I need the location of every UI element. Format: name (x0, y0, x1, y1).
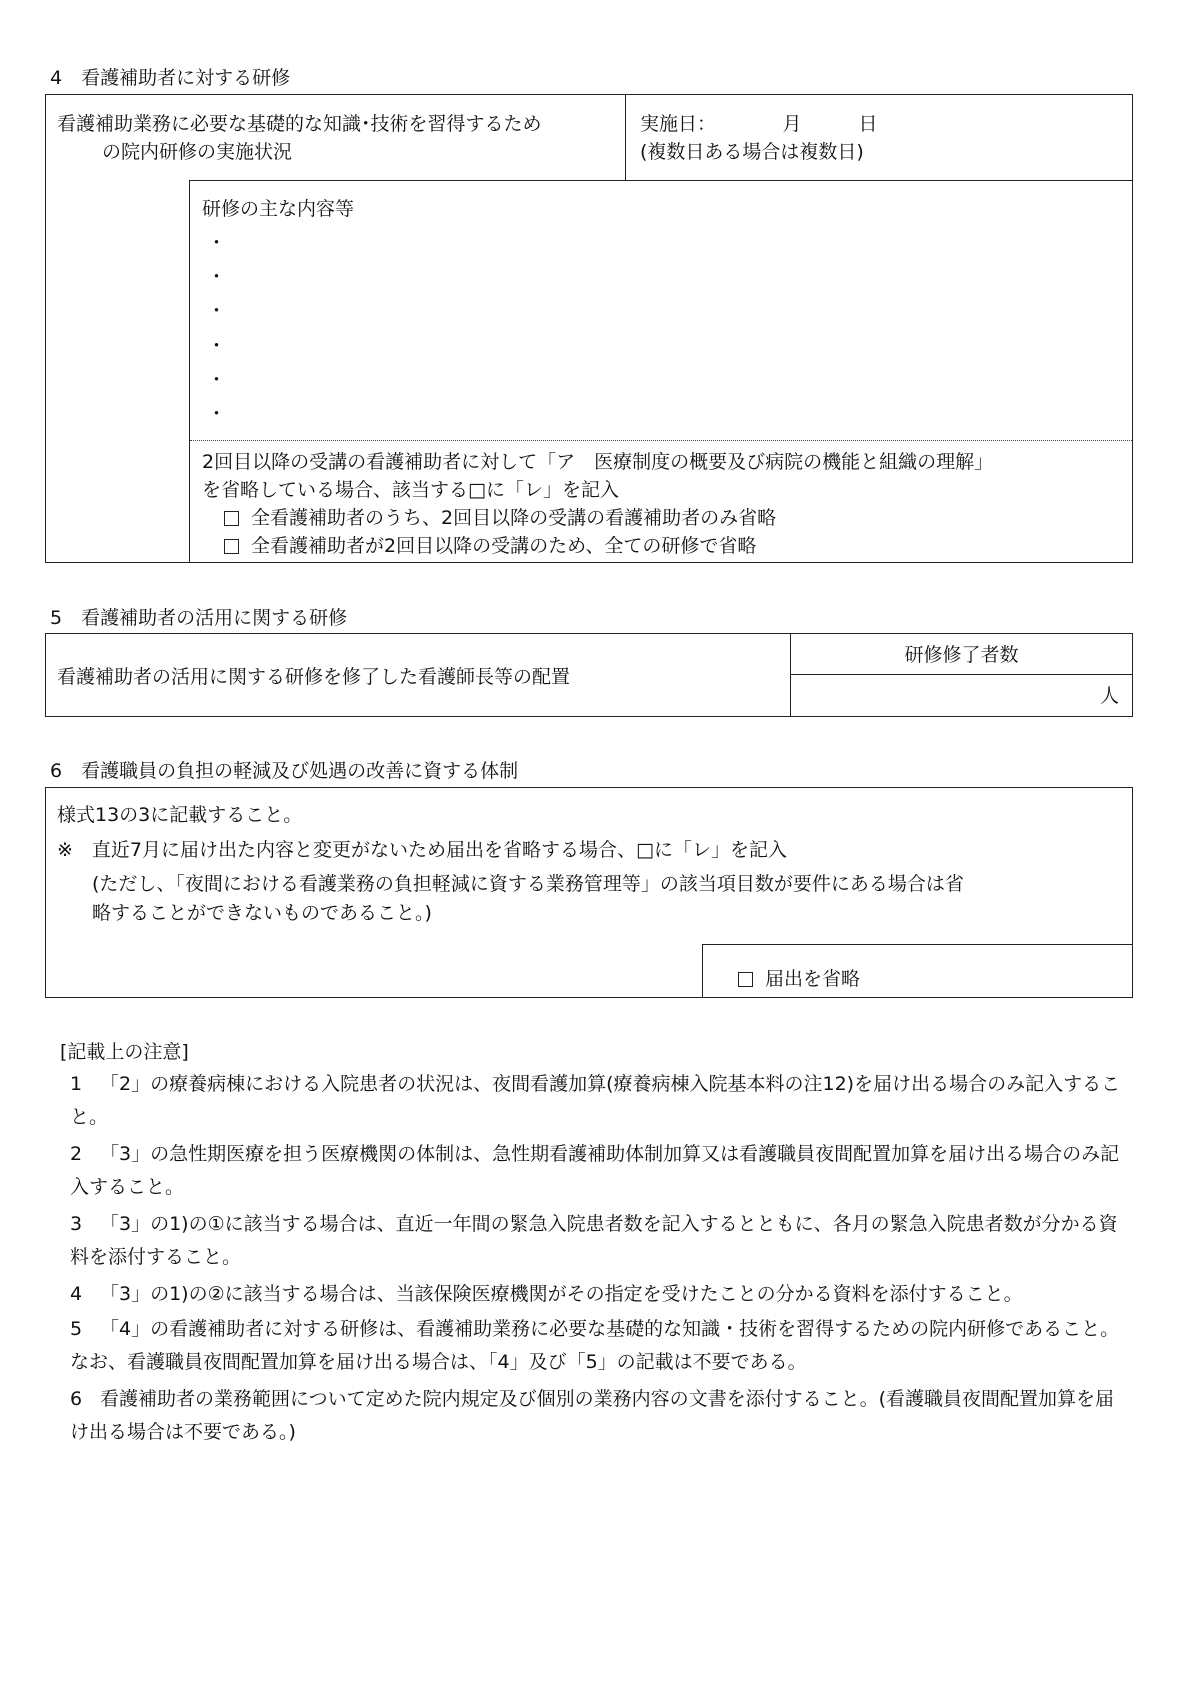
note-number: 5 (70, 1318, 83, 1340)
training-content-bullet[interactable]: ・ (207, 369, 227, 391)
section6-heading: 6 看護職員の負担の軽減及び処遇の改善に資する体制 (50, 760, 519, 782)
omission-caveat: (ただし、「夜間における看護業務の負担軽減に資する業務管理等」の該当項目数が要件にある場合は省 (92, 873, 964, 895)
note-item (70, 1383, 1130, 1449)
note-number: 2 (70, 1143, 83, 1165)
section4-heading: 4 看護補助者に対する研修 (50, 67, 291, 89)
note-item (70, 1068, 1130, 1134)
omit-submission-option[interactable] (738, 965, 860, 993)
section5-divider (790, 674, 1133, 675)
note-item (70, 1313, 1130, 1379)
omission-option-1-label: 全看護補助者のうち、2回目以降の受講の看護補助者のみ省略 (251, 507, 777, 529)
checkbox-icon[interactable] (224, 511, 239, 526)
note-text: 「4」の看護補助者に対する研修は、看護補助業務に必要な基礎的な知識・技術を習得するための院内研修であること。なお、看護職員夜間配置加算を届け出る場合は、「4」及び「5」の記載は不要である。 (70, 1318, 1120, 1373)
omission-note: ※ 直近7月に届け出た内容と変更がないため届出を省略する場合、□に「レ」を記入 (57, 839, 787, 861)
omission-option-1[interactable] (224, 504, 776, 532)
note-text: 「3」の1)の②に該当する場合は、当該保険医療機関がその指定を受けたことの分かる資料を添付すること。 (100, 1283, 1023, 1305)
checkbox-icon[interactable] (738, 972, 753, 987)
section4-divider (189, 180, 190, 563)
note-number: 1 (70, 1073, 83, 1095)
training-content-title: 研修の主な内容等 (202, 198, 355, 220)
omission-option-2[interactable] (224, 532, 756, 560)
training-content-bullet[interactable]: ・ (207, 300, 227, 322)
checkbox-icon[interactable] (224, 539, 239, 554)
training-content-bullet[interactable]: ・ (207, 266, 227, 288)
note-number: 6 (70, 1388, 83, 1410)
implementation-date-field[interactable]: 実施日： 月 日 (640, 113, 878, 135)
training-content-bullet[interactable]: ・ (207, 335, 227, 357)
note-item (70, 1278, 1130, 1311)
form-reference-text: 様式13の3に記載すること。 (57, 804, 303, 826)
omission-instruction: を省略している場合、該当する□に「レ」を記入 (202, 479, 619, 501)
training-status-label: 看護補助業務に必要な基礎的な知識･技術を習得するため (57, 113, 542, 135)
omit-submission-label: 届出を省略 (765, 968, 861, 990)
section6-divider (702, 944, 1133, 945)
note-number: 3 (70, 1213, 83, 1235)
section4-divider (189, 180, 1133, 181)
training-status-label: の院内研修の実施状況 (102, 141, 293, 163)
implementation-date-note: (複数日ある場合は複数日) (640, 141, 864, 163)
note-item (70, 1138, 1130, 1204)
section5-heading: 5 看護補助者の活用に関する研修 (50, 607, 348, 629)
head-nurse-placement-label: 看護補助者の活用に関する研修を修了した看護師長等の配置 (57, 666, 571, 688)
note-item (70, 1208, 1130, 1274)
notes-heading: [記載上の注意] (60, 1041, 189, 1063)
note-text: 「2」の療養病棟における入院患者の状況は、夜間看護加算(療養病棟入院基本料の注12)を届け出る場合のみ記入すること。 (70, 1073, 1121, 1128)
dotted-separator (190, 440, 1132, 441)
note-text: 「3」の1)の①に該当する場合は、直近一年間の緊急入院患者数を記入するとともに、各月の緊急入院患者数が分かる資料を添付すること。 (70, 1213, 1118, 1268)
omission-instruction: 2回目以降の受講の看護補助者に対して「ア 医療制度の概要及び病院の機能と組織の理解」 (202, 451, 994, 473)
training-content-bullet[interactable]: ・ (207, 403, 227, 425)
omission-option-2-label: 全看護補助者が2回目以降の受講のため、全ての研修で省略 (251, 535, 757, 557)
training-content-bullet[interactable]: ・ (207, 232, 227, 254)
note-text: 「3」の急性期医療を担う医療機関の体制は、急性期看護補助体制加算又は看護職員夜間配置加算を届け出る場合のみ記入すること。 (70, 1143, 1120, 1198)
completed-count-unit: 人 (1100, 685, 1120, 707)
note-text: 看護補助者の業務範囲について定めた院内規定及び個別の業務内容の文書を添付すること。(看護職員夜間配置加算を届け出る場合は不要である。) (70, 1388, 1115, 1443)
note-number: 4 (70, 1283, 83, 1305)
section6-divider (702, 944, 703, 998)
section4-divider (625, 94, 626, 181)
completed-count-header: 研修修了者数 (904, 644, 1019, 666)
omission-caveat: 略することができないものであること。) (92, 902, 432, 924)
